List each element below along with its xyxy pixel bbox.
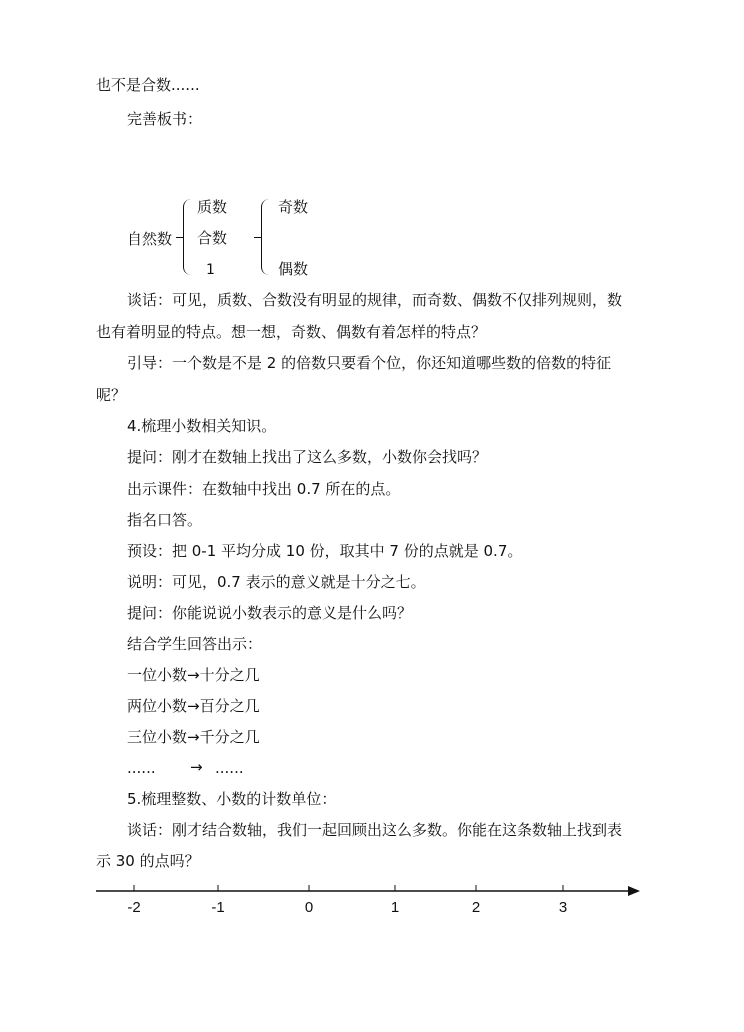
diagram-item-odd: 奇数 bbox=[278, 198, 309, 216]
text-line: 完善板书： bbox=[127, 110, 203, 128]
text-line: 呢？ bbox=[96, 386, 127, 404]
text-line: 谈话：可见，质数、合数没有明显的规律，而奇数、偶数不仅排列规则，数 bbox=[127, 291, 623, 309]
text-line: 出示课件：在数轴中找出 0.7 所在的点。 bbox=[127, 480, 401, 498]
text-line: 示 30 的点吗？ bbox=[96, 852, 200, 870]
diagram-item-composite: 合数 bbox=[197, 229, 228, 247]
arrow-glyph: → bbox=[190, 758, 203, 776]
text-line: 预设：把 0-1 平均分成 10 份，取其中 7 份的点就是 0.7。 bbox=[127, 542, 523, 560]
section-heading: 4.梳理小数相关知识。 bbox=[127, 417, 277, 435]
text-line: 说明：可见，0.7 表示的意义就是十分之七。 bbox=[127, 573, 426, 591]
text-line: 一位小数→十分之几 bbox=[127, 666, 260, 684]
text-line: 提问：刚才在数轴上找出了这么多数，小数你会找吗？ bbox=[127, 448, 488, 466]
diagram-item-prime: 质数 bbox=[197, 198, 228, 216]
tick-label: 0 bbox=[304, 899, 314, 916]
tick-label: 2 bbox=[471, 899, 481, 916]
text-line: 提问：你能说说小数表示的意义是什么吗？ bbox=[127, 604, 413, 622]
text-line: 结合学生回答出示： bbox=[127, 635, 263, 653]
text-line: 谈话：刚才结合数轴，我们一起回顾出这么多数。你能在这条数轴上找到表 bbox=[127, 821, 623, 839]
tick-label: -1 bbox=[211, 899, 225, 916]
ellipsis-left: ...... bbox=[127, 759, 156, 777]
axis-arrowhead bbox=[628, 886, 640, 896]
tick-label: 3 bbox=[558, 899, 568, 916]
section-heading: 5.梳理整数、小数的计数单位： bbox=[127, 790, 337, 808]
tick-label: -2 bbox=[127, 899, 141, 916]
text-line: 也有着明显的特点。想一想，奇数、偶数有着怎样的特点？ bbox=[96, 323, 487, 341]
text-line: 引导：一个数是不是 2 的倍数只要看个位，你还知道哪些数的倍数的特征 bbox=[127, 354, 612, 372]
diagram-root: 自然数 bbox=[127, 230, 173, 248]
ellipsis-right: ...... bbox=[215, 759, 244, 777]
text-line: 三位小数→千分之几 bbox=[127, 728, 260, 746]
text-line: 指名口答。 bbox=[127, 511, 203, 529]
text-line: 两位小数→百分之几 bbox=[127, 697, 260, 715]
diagram-item-one: 1 bbox=[206, 262, 215, 278]
text-line: 也不是合数...... bbox=[96, 76, 200, 94]
diagram-item-even: 偶数 bbox=[278, 260, 309, 278]
tick-label: 1 bbox=[390, 899, 400, 916]
